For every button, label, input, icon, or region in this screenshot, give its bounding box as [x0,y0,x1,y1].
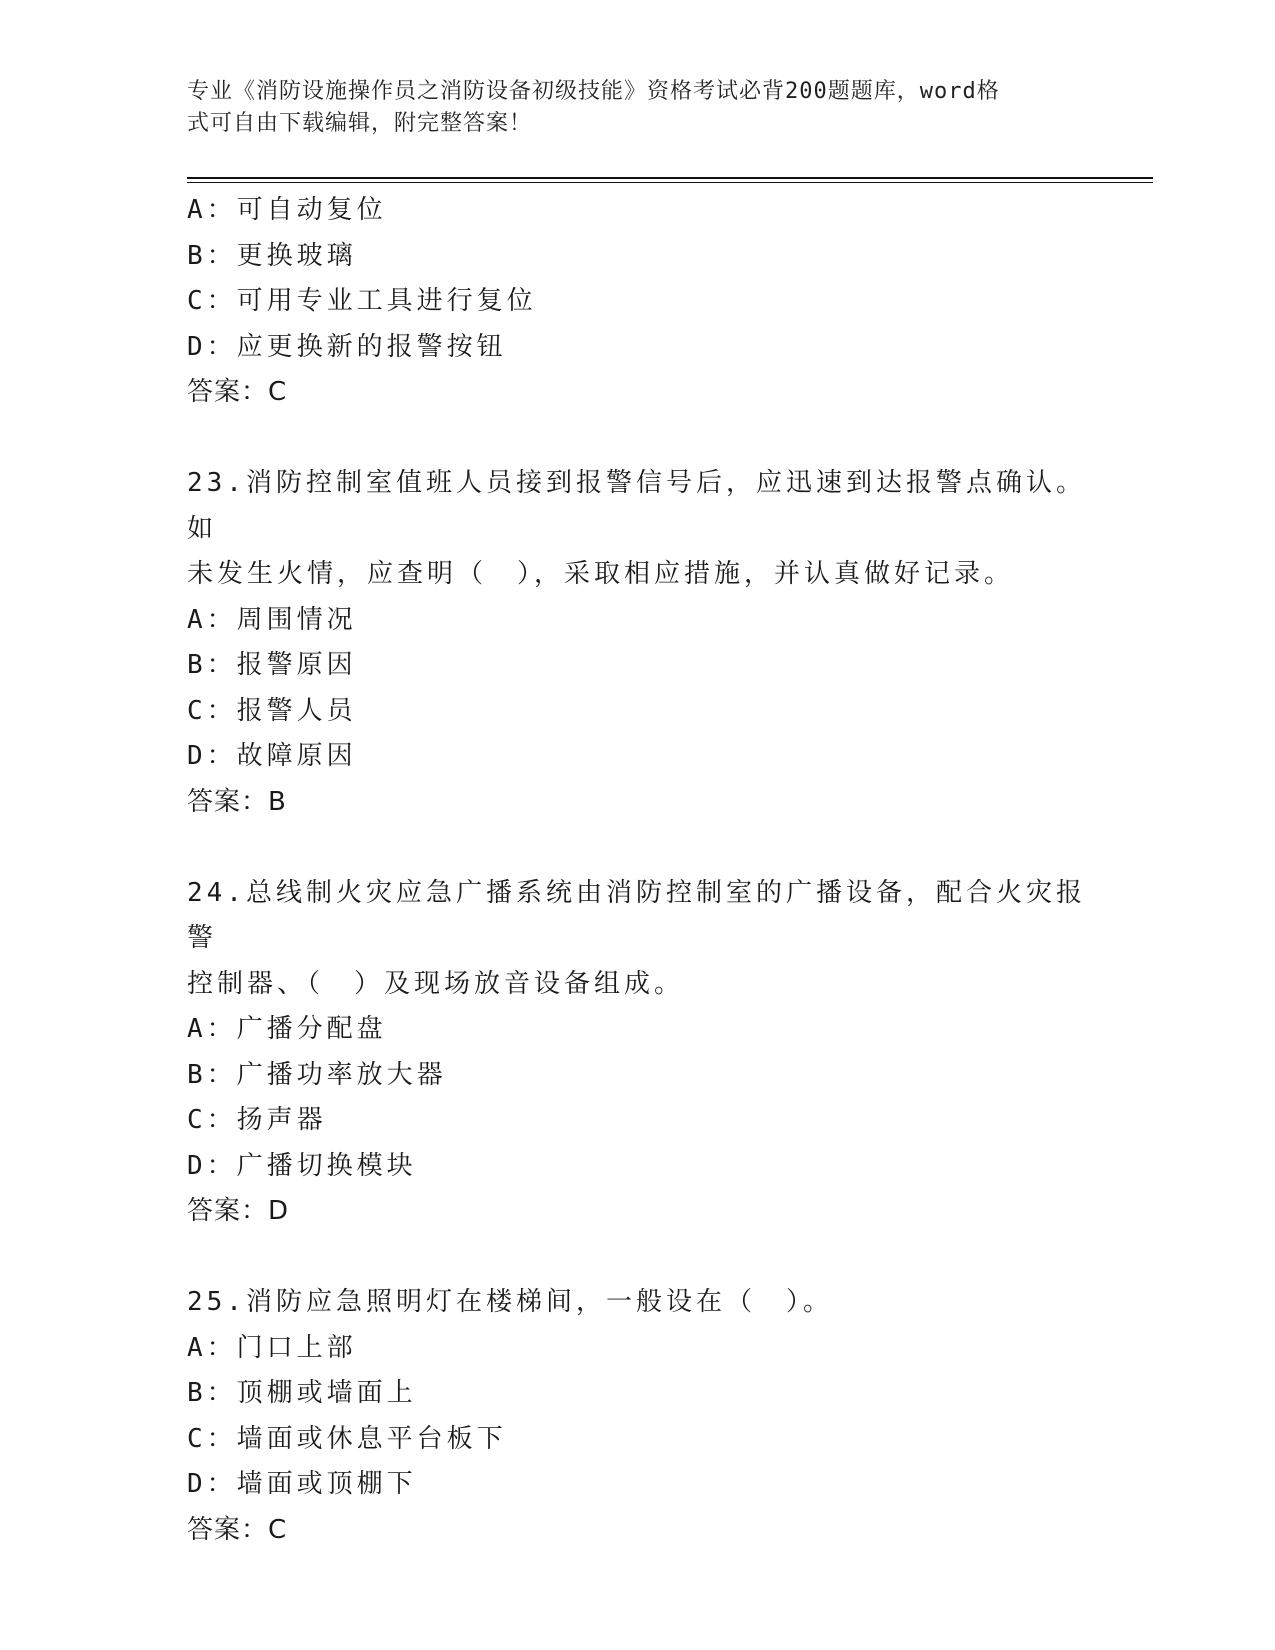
document-header [187,76,1067,140]
question-24 [187,871,1087,1235]
header-title-line-1: 专业《消防设施操作员之消防设备初级技能》资格考试必背200题题库，word格 [187,79,1000,104]
question-spacer [187,1235,1087,1281]
header-divider-thick [187,177,1153,179]
option-a: A：门口上部 [187,1332,357,1363]
question-spacer [187,416,1087,462]
header-title-line-2: 式可自由下载编辑，附完整答案！ [187,111,533,136]
option-d: D：故障原因 [187,741,357,771]
question-stem-line-2: 控制器、（ ）及现场放音设备组成。 [187,968,685,999]
question-23 [187,461,1087,825]
question-stem-line-1: 23.消防控制室值班人员接到报警信号后，应迅速到达报警点确认。如 [187,468,1086,544]
question-stem-line-1: 24.总线制火灾应急广播系统由消防控制室的广播设备，配合火灾报警 [187,877,1086,953]
question-22 [187,188,1087,416]
option-b: B：更换玻璃 [187,240,357,271]
option-b: B：广播功率放大器 [187,1059,447,1090]
answer-label: 答案：D [187,1196,290,1226]
option-d: D：墙面或顶棚下 [187,1469,417,1499]
answer-label: 答案：C [187,1514,288,1545]
option-b: B：顶棚或墙面上 [187,1378,417,1408]
header-divider-thin [187,182,1153,183]
option-c: C：墙面或休息平台板下 [187,1423,507,1454]
option-d: D：广播切换模块 [187,1150,417,1181]
option-a: A：周围情况 [187,604,357,635]
question-stem-line-2: 未发生火情，应查明（ ），采取相应措施，并认真做好记录。 [187,559,1015,589]
question-25 [187,1280,1087,1553]
option-c: C：扬声器 [187,1105,327,1135]
option-a: A：可自动复位 [187,195,387,225]
option-c: C：可用专业工具进行复位 [187,286,537,316]
question-list [187,188,1087,1553]
answer-label: 答案：C [187,377,288,407]
answer-label: 答案：B [187,786,287,817]
option-c: C：报警人员 [187,695,357,726]
question-stem-line-1: 25.消防应急照明灯在楼梯间，一般设在（ ）。 [187,1287,833,1317]
option-b: B：报警原因 [187,650,357,680]
question-spacer [187,825,1087,871]
option-d: D：应更换新的报警按钮 [187,331,507,362]
option-a: A：广播分配盘 [187,1014,387,1044]
